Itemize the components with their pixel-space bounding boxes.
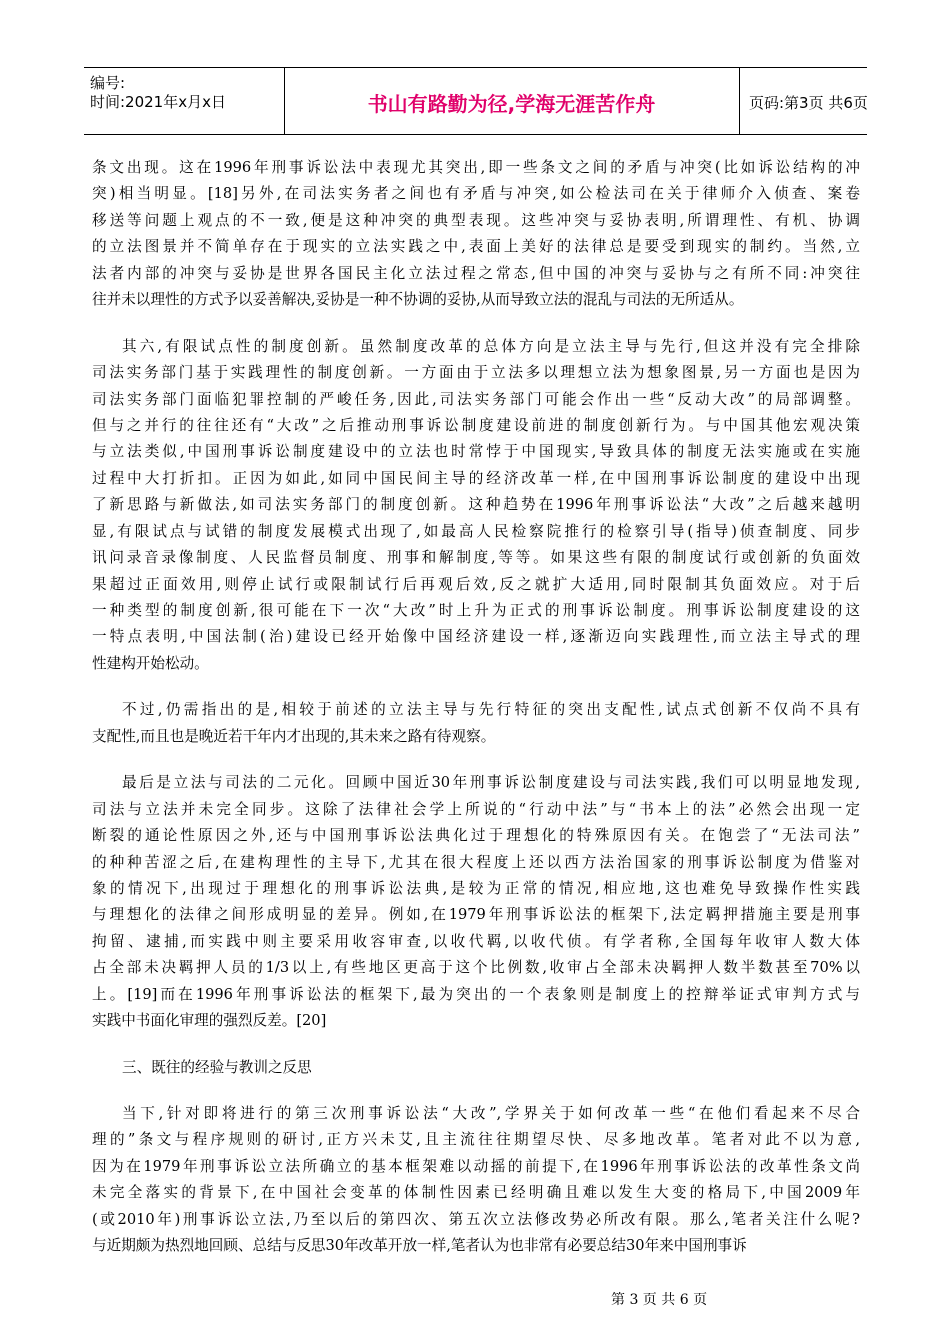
header-meta-cell: [84, 68, 285, 134]
paragraph-gap: [92, 314, 860, 334]
paragraph-gap: [92, 750, 860, 770]
text-line: 因为在1979年刑事诉讼立法所确立的基本框架难以动摇的前提下,在1996年刑事诉讼法的改革性条文尚: [92, 1157, 860, 1175]
text-line: 拘留、逮捕,而实践中则主要采用收容审查,以收代羁,以收代侦。有学者称,全国每年收审人数大体: [92, 932, 860, 950]
text-line: 条文出现。这在1996年刑事诉讼法中表现尤其突出,即一些条文之间的矛盾与冲突(比如诉讼结构的冲: [92, 159, 860, 176]
text-line: 占全部未决羁押人员的1/3以上,有些地区更高于这个比例数,收审占全部未决羁押人数半数甚至70%以: [92, 959, 860, 977]
text-line: 当下,针对即将进行的第三次刑事诉讼法“大改”,学界关于如何改革一些“在他们看起来不尽合: [122, 1105, 860, 1122]
text-line: 但与之并行的往往还有“大改”之后推动刑事诉讼制度建设前进的制度创新行为。与中国其他宏观决策: [92, 416, 860, 434]
text-line: 果超过正面效用,则停止试行或限制试行后再观后效,反之就扩大适用,同时限制其负面效应。对于后: [92, 575, 860, 593]
text-line: 实践中书面化审理的强烈反差。[20]: [92, 1012, 327, 1030]
paragraph-gap: [92, 1035, 860, 1055]
header-motto: 书山有路勤为径,学海无涯苦作舟: [367, 92, 656, 116]
header-page-info: 页码:第3页 共6页: [749, 94, 868, 112]
text-line: 与近期颇为热烈地回顾、总结与反思30年改革开放一样,笔者认为也非常有必要总结30年来中国刑事诉: [92, 1237, 747, 1255]
text-line: 一种类型的制度创新,很可能在下一次“大改”时上升为正式的刑事诉讼制度。刑事诉讼制度建设的这: [92, 602, 860, 619]
text-line: 与立法类似,中国刑事诉讼制度建设中的立法也时常悖于中国现实,导致具体的制度无法实施或在实施: [92, 443, 860, 461]
text-line: 突)相当明显。[18]另外,在司法实务者之间也有矛盾与冲突,如公检法司在关于律师介入侦查、案卷: [92, 185, 860, 203]
text-line: 性建构开始松动。: [92, 654, 209, 672]
text-line: 法者内部的冲突与妥协是世界各国民主化立法过程之常态,但中国的冲突与妥协与之有所不同:冲突往: [92, 264, 860, 282]
text-line: 的立法图景并不简单存在于现实的立法实践之中,表面上美好的法律总是要受到现实的制约。当然,立: [92, 238, 860, 256]
document-body: [92, 155, 860, 1260]
text-line: 讯问录音录像制度、人民监督员制度、刑事和解制度,等等。如果这些有限的制度试行或创新的负面效: [92, 549, 860, 567]
document-time-label: 时间:2021年x月x日: [90, 93, 226, 111]
text-line: 理的”条文与程序规则的研讨,正方兴未艾,且主流往往期望尽快、尽多地改革。笔者对此不以为意,: [92, 1131, 860, 1149]
text-line: 显,有限试点与试错的制度发展模式出现了,如最高人民检察院推行的检察引导(指导)侦查制度、同步: [92, 522, 860, 540]
text-line: 了新思路与新做法,如司法实务部门的制度创新。这种趋势在1996年刑事诉讼法“大改”之后越来越明: [92, 496, 860, 514]
text-line: 支配性,而且也是晚近若干年内才出现的,其未来之路有待观察。: [92, 727, 496, 745]
text-line: 司法实务部门面临犯罪控制的严峻任务,因此,司法实务部门可能会作出一些“反动大改”的局部调整。: [92, 390, 860, 408]
text-line: 断裂的通论性原因之外,还与中国刑事诉讼法典化过于理想化的特殊原因有关。在饱尝了“无法司法”: [92, 827, 860, 845]
paragraph: [92, 155, 860, 314]
text-line: 一特点表明,中国法制(治)建设已经开始像中国经济建设一样,逐渐迈向实践理性,而立法主导式的理: [92, 628, 860, 646]
paragraph: [92, 770, 860, 1034]
text-line: 司法与立法并未完全同步。这除了法律社会学上所说的“行动中法”与“书本上的法”必然会出现一定: [92, 800, 860, 818]
paragraph: [92, 1055, 860, 1081]
paragraph: [92, 334, 860, 678]
page-header: [84, 67, 867, 135]
text-line: 未完全落实的背景下,在中国社会变革的体制性因素已经明确且难以发生大变的格局下,中国2009年: [92, 1184, 860, 1202]
paragraph: [92, 1101, 860, 1260]
header-motto-cell: [284, 68, 740, 134]
text-line: 最后是立法与司法的二元化。回顾中国近30年刑事诉讼制度建设与司法实践,我们可以明显地发现,: [122, 774, 860, 792]
text-line: (或2010年)刑事诉讼立法,乃至以后的第四次、第五次立法修改势必所改有限。那么,笔者关注什么呢?: [92, 1210, 860, 1228]
page-footer: 第 3 页 共 6 页: [611, 1292, 708, 1308]
text-line: 象的情况下,出现过于理想化的刑事诉讼法典,是较为正常的情况,相应地,这也难免导致操作性实践: [92, 879, 860, 897]
paragraph-gap: [92, 1081, 860, 1101]
text-line: 上。[19]而在1996年刑事诉讼法的框架下,最为突出的一个表象则是制度上的控辩举证式审判方式与: [92, 985, 860, 1003]
text-line: 往并未以理性的方式予以妥善解决,妥协是一种不协调的妥协,从而导致立法的混乱与司法的无所适从。: [92, 291, 744, 309]
text-line: 三、既往的经验与教训之反思: [122, 1058, 312, 1076]
text-line: 司法实务部门基于实践理性的制度创新。一方面由于立法多以理想立法为想象图景,另一方面也是因为: [92, 364, 860, 382]
document-code-label: 编号:: [90, 74, 126, 92]
header-page-cell: [739, 68, 867, 134]
text-line: 与理想化的法律之间形成明显的差异。例如,在1979年刑事诉讼法的框架下,法定羁押措施主要是刑事: [92, 906, 860, 924]
text-line: 其六,有限试点性的制度创新。虽然制度改革的总体方向是立法主导与先行,但这并没有完全排除: [122, 337, 860, 355]
paragraph-gap: [92, 677, 860, 697]
text-line: 移送等问题上观点的不一致,便是这种冲突的典型表现。这些冲突与妥协表明,所谓理性、有机、协调: [92, 211, 860, 229]
paragraph: [92, 697, 860, 750]
text-line: 过程中大打折扣。正因为如此,如同中国民间主导的经济改革一样,在中国刑事诉讼制度的建设中出现: [92, 469, 860, 487]
text-line: 不过,仍需指出的是,相较于前述的立法主导与先行特征的突出支配性,试点式创新不仅尚不具有: [122, 701, 860, 719]
text-line: 的种种苦涩之后,在建构理性的主导下,尤其在很大程度上还以西方法治国家的刑事诉讼制度为借鉴对: [92, 853, 860, 871]
